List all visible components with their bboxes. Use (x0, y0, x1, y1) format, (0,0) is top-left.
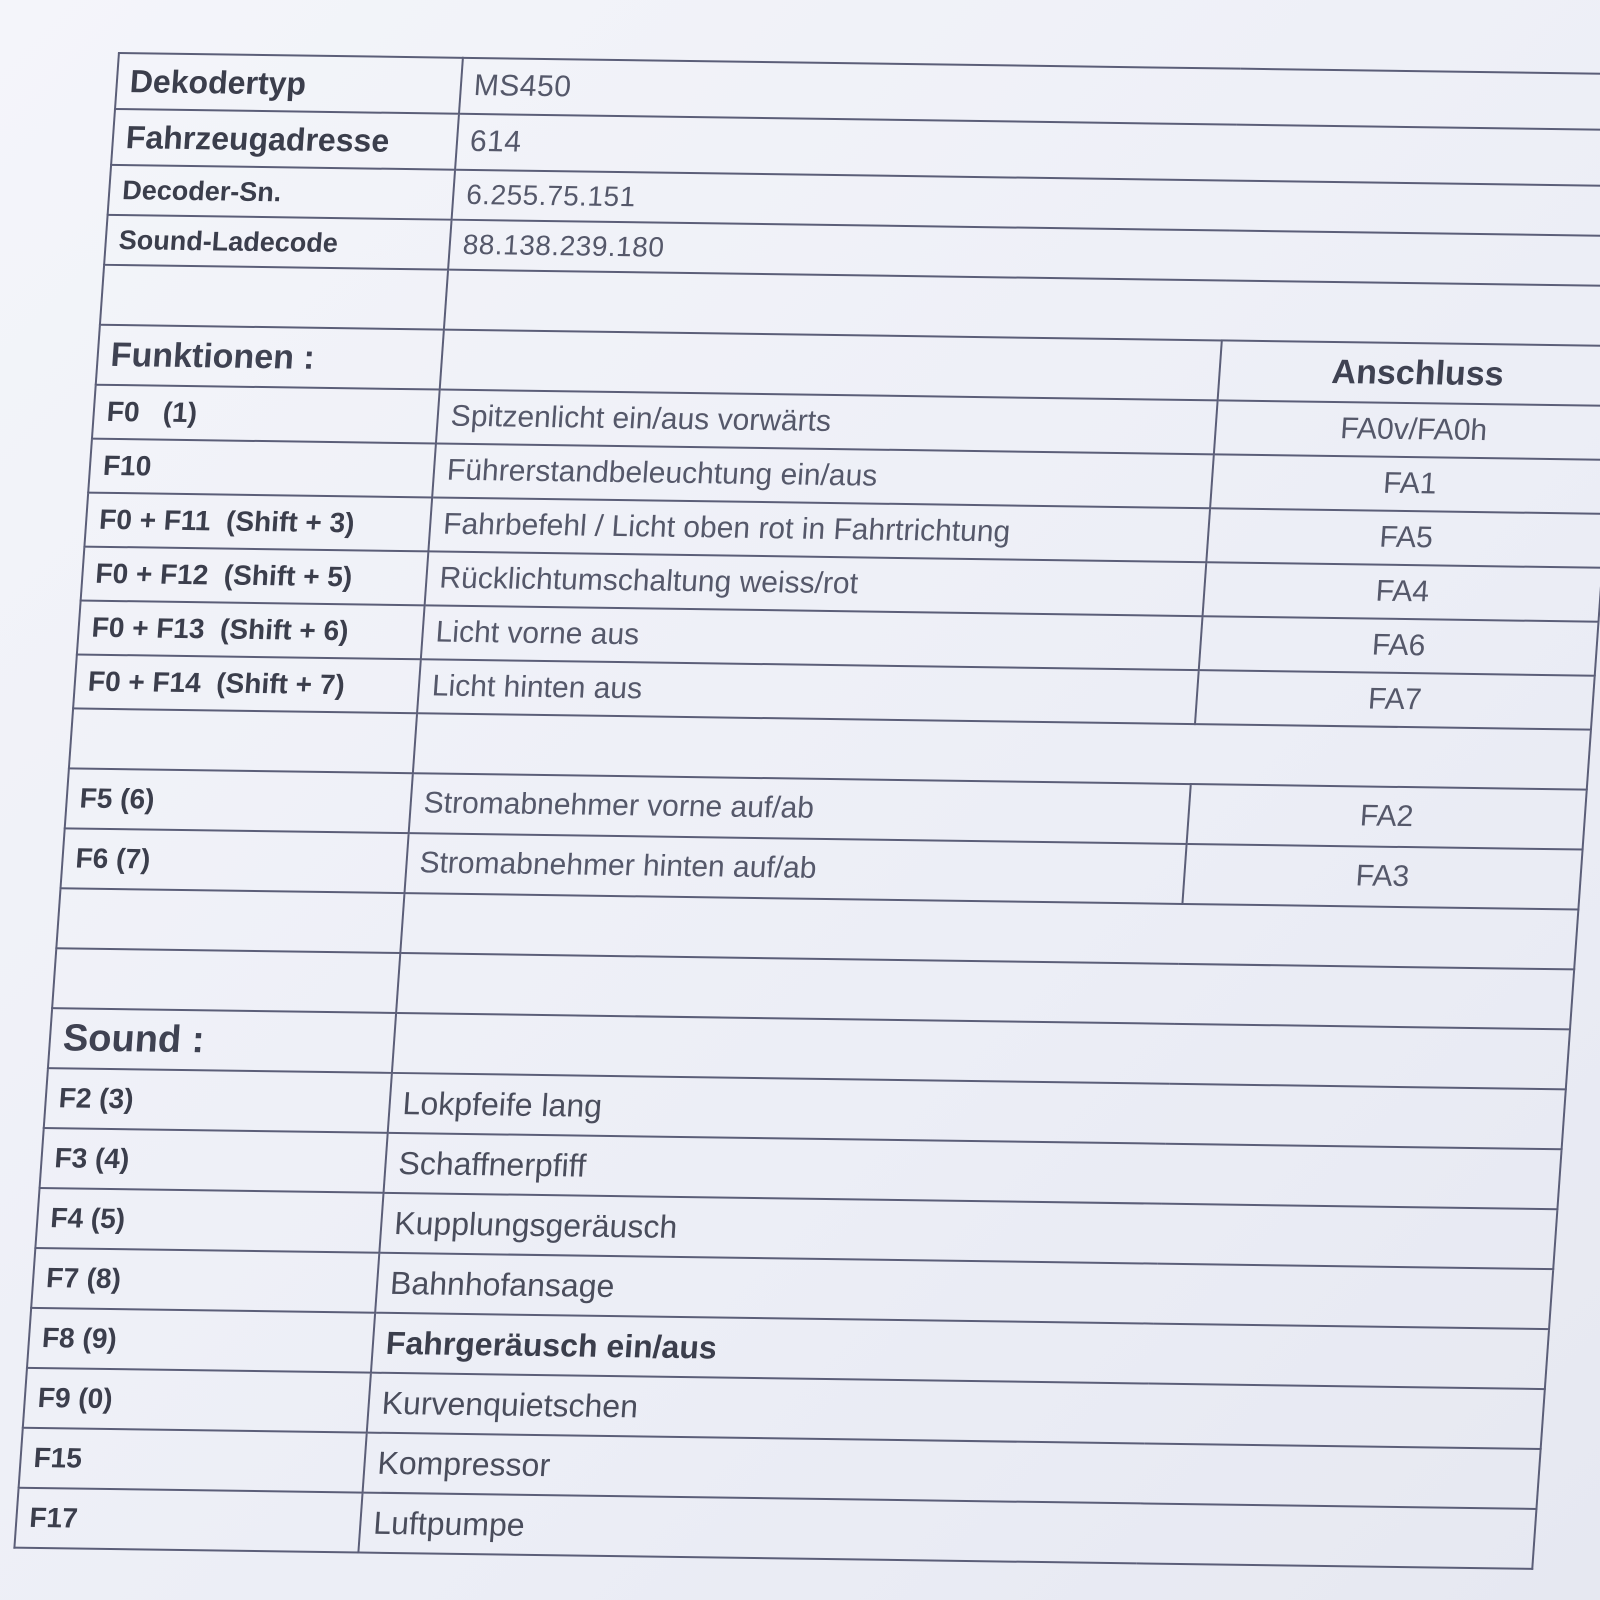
function-key: F0 + F12 (Shift + 5) (81, 547, 429, 606)
function-key: F5 (6) (65, 768, 413, 833)
value-fahrzeugadresse: 614 (455, 114, 1600, 186)
sound-desc: Kurvenquietschen (367, 1373, 1545, 1449)
function-port: FA4 (1203, 562, 1600, 621)
function-key: F10 (88, 439, 436, 498)
functions-title: Funktionen : (96, 325, 444, 390)
sound-key: F3 (4) (40, 1128, 388, 1193)
function-desc: Licht vorne aus (421, 605, 1203, 670)
sound-title: Sound : (48, 1008, 396, 1073)
function-key: F0 (1) (92, 385, 440, 444)
function-desc: Stromabnehmer hinten auf/ab (404, 833, 1186, 904)
function-port: FA0v/FA0h (1214, 400, 1600, 459)
anschluss-header: Anschluss (1218, 340, 1600, 405)
sound-desc: Bahnhofansage (375, 1253, 1553, 1329)
function-key: F0 + F14 (Shift + 7) (73, 654, 421, 713)
function-port: FA7 (1195, 670, 1595, 729)
function-key: F0 + F13 (Shift + 6) (77, 601, 425, 660)
label-fahrzeugadresse: Fahrzeugadresse (111, 109, 459, 170)
sound-key: F8 (9) (27, 1308, 375, 1373)
function-key: F6 (7) (61, 828, 409, 893)
function-port: FA1 (1210, 454, 1600, 513)
sound-desc: Schaffnerpfiff (384, 1133, 1562, 1209)
sound-key: F15 (19, 1428, 367, 1493)
function-desc: Licht hinten aus (417, 659, 1199, 724)
label-decoder-sn: Decoder-Sn. (108, 165, 455, 220)
function-port: FA2 (1187, 784, 1587, 849)
function-desc: Führerstandbeleuchtung ein/aus (432, 443, 1214, 508)
function-desc: Spitzenlicht ein/aus vorwärts (436, 390, 1218, 455)
decoder-table (13, 52, 1600, 1570)
sound-desc: Kompressor (363, 1433, 1541, 1509)
label-sound-ladecode: Sound-Ladecode (104, 215, 451, 270)
function-port: FA6 (1199, 616, 1599, 675)
sound-key: F4 (5) (35, 1188, 383, 1253)
sound-desc: Luftpumpe (358, 1493, 1536, 1569)
value-decoder-sn: 6.255.75.151 (452, 170, 1600, 236)
sound-desc: Kupplungsgeräusch (379, 1193, 1557, 1269)
sound-key: F7 (8) (31, 1248, 379, 1313)
sound-key: F17 (14, 1488, 362, 1553)
function-desc: Stromabnehmer vorne auf/ab (409, 773, 1191, 844)
function-port: FA3 (1182, 844, 1582, 909)
function-port: FA5 (1206, 508, 1600, 567)
value-sound-ladecode: 88.138.239.180 (448, 220, 1600, 286)
sound-key: F2 (3) (44, 1068, 392, 1133)
label-dekodertyp: Dekodertyp (115, 53, 463, 114)
value-dekodertyp: MS450 (459, 58, 1600, 130)
sound-desc: Fahrgeräusch ein/aus (371, 1313, 1549, 1389)
sound-key: F9 (0) (23, 1368, 371, 1433)
function-desc: Rücklichtumschaltung weiss/rot (425, 551, 1207, 616)
sound-desc: Lokpfeife lang (388, 1073, 1566, 1149)
function-desc: Fahrbefehl / Licht oben rot in Fahrtrichtung (428, 497, 1210, 562)
function-key: F0 + F11 (Shift + 3) (84, 493, 432, 552)
